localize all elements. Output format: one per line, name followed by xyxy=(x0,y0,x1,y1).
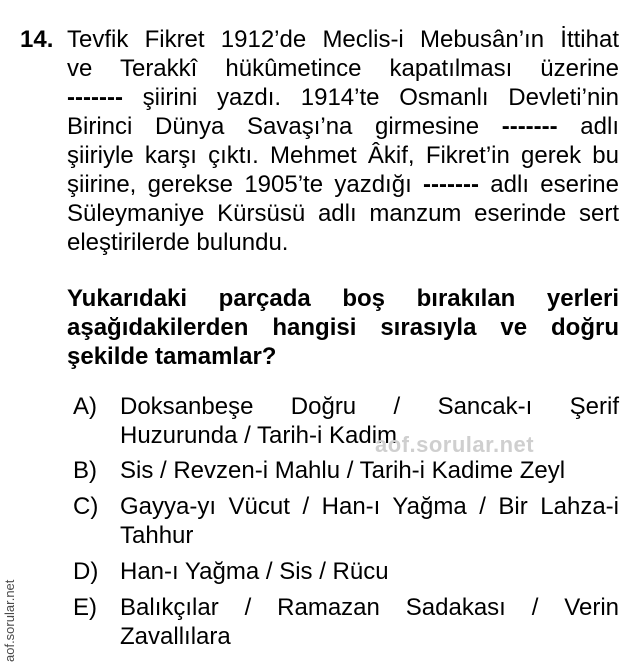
passage-line: Tevfik Fikret 1912’de Meclis-i Mebusân’ın İttihat xyxy=(67,26,619,53)
prompt-line: şekilde tamamlar? xyxy=(67,343,277,370)
option-line: Zavallılara xyxy=(120,623,231,650)
option-line: Sis / Revzen-i Mahlu / Tarih-i Kadime Zeyl xyxy=(120,457,566,484)
passage-text: adlı eserine xyxy=(479,171,620,198)
option-line: Han-ı Yağma / Sis / Rücu xyxy=(120,558,389,585)
passage-line: ve Terakkî hükûmetince kapatılması üzerine xyxy=(67,55,619,82)
watermark: aof.sorular.net xyxy=(375,432,535,457)
option-e[interactable] xyxy=(73,593,619,651)
prompt-line: aşağıdakilerden hangisi sırasıyla ve doğru xyxy=(67,314,619,341)
option-letter: A) xyxy=(73,393,97,420)
passage-line: şiiriyle karşı çıktı. Mehmet Âkif, Fikret’in gerek bu xyxy=(67,142,619,169)
option-text xyxy=(120,392,619,450)
passage-line: eleştirilerde bulundu. xyxy=(67,229,289,256)
blank-marker: ------- xyxy=(423,171,479,198)
option-text xyxy=(120,557,619,586)
question-prompt xyxy=(67,284,619,371)
option-d[interactable] xyxy=(73,557,619,586)
passage-line xyxy=(67,112,619,141)
question-number: 14. xyxy=(20,26,54,53)
option-line: Doksanbeşe Doğru / Sancak-ı Şerif xyxy=(120,393,619,420)
option-letter: B) xyxy=(73,457,97,484)
option-letter: C) xyxy=(73,493,99,520)
option-text xyxy=(120,492,619,550)
passage-text: şiirini yazdı. 1914’te Osmanlı Devleti’nin xyxy=(142,84,619,111)
option-text xyxy=(120,456,619,485)
question-passage xyxy=(67,25,619,257)
passage-line: Süleymaniye Kürsüsü adlı manzum eserinde sert xyxy=(67,200,619,227)
blank-marker: ------- xyxy=(501,113,558,140)
prompt-line: Yukarıdaki parçada boş bırakılan yerleri xyxy=(67,285,619,312)
blank-marker: ------- xyxy=(67,84,143,111)
option-letter: E) xyxy=(73,594,97,621)
passage-text: adlı xyxy=(557,113,619,140)
option-line: Gayya-yı Vücut / Han-ı Yağma / Bir Lahza-i xyxy=(120,493,619,520)
option-b[interactable] xyxy=(73,456,619,485)
option-text xyxy=(120,593,619,651)
side-watermark: aof.sorular.net xyxy=(2,579,17,662)
option-line: Balıkçılar / Ramazan Sadakası / Verin xyxy=(120,594,619,621)
option-letter: D) xyxy=(73,558,99,585)
option-c[interactable] xyxy=(73,492,619,550)
passage-line xyxy=(67,170,619,199)
passage-text: Birinci Dünya Savaşı’na girmesine xyxy=(67,113,502,140)
passage-text: şiirine, gerekse 1905’te yazdığı xyxy=(67,171,424,198)
option-a[interactable] xyxy=(73,392,619,450)
option-line: Huzurunda / Tarih-i Kadim xyxy=(120,422,398,449)
passage-line xyxy=(67,83,619,112)
option-line: Tahhur xyxy=(120,522,194,549)
